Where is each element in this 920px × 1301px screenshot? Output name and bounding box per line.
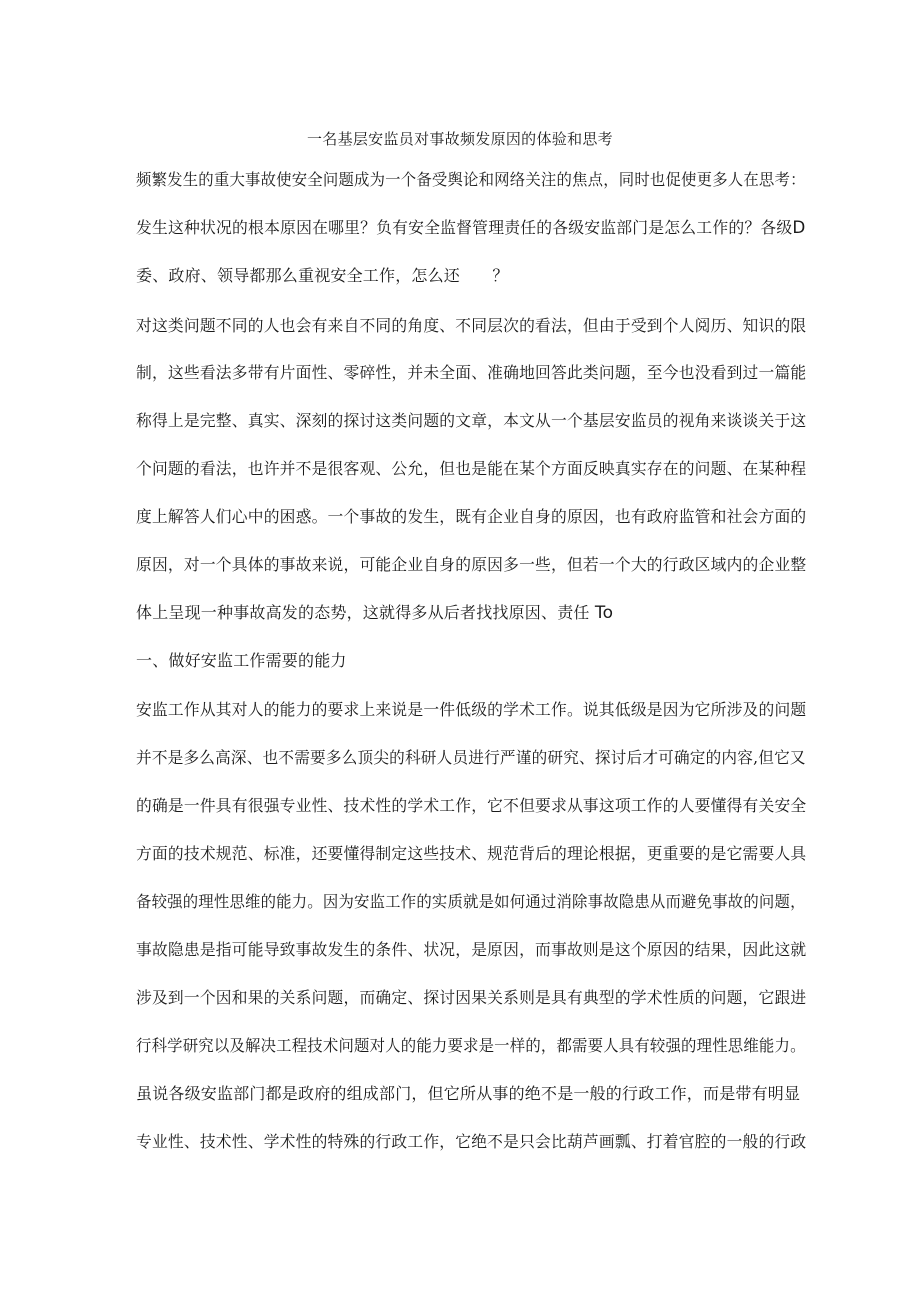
text-line: 度上解答人们心中的困惑。一个事故的发生，既有企业自身的原因，也有政府监管和社会方面的 [136,507,807,526]
stray-letters: To [594,603,614,623]
stray-letter: D [792,218,806,238]
text-line: 发生这种状况的根本原因在哪里？负有安全监督管理责任的各级安监部门是怎么工作的？各级D [136,218,806,238]
text-line: 虽说各级安监部门都是政府的组成部门，但它所从事的绝不是一般的行政工作，而是带有明显 [136,1084,801,1103]
text-line: 行科学研究以及解决工程技术问题对人的能力要求是一样的，都需要人具有较强的理性思维能力。 [136,1036,806,1055]
page-title: 一名基层安监员对事故频发原因的体验和思考 [306,130,613,148]
text-line: 并不是多么高深、也不需要多么顶尖的科研人员进行严谨的研究、探讨后才可确定的内容,但它又 [136,748,806,767]
text-line: 个问题的看法，也许并不是很客观、公允，但也是能在某个方面反映真实存在的问题、在某种程 [136,459,807,478]
text-line: 频繁发生的重大事故使安全问题成为一个备受舆论和网络关注的焦点，同时也促使更多人在思考： [136,170,806,189]
text-line: 委、政府、领导都那么重视安全工作，怎么还 ？ [136,266,509,285]
text-line: 的确是一件具有很强专业性、技术性的学术工作，它不但要求从事这项工作的人要懂得有关安全 [136,796,807,815]
text-line: 体上呈现一种事故高发的态势，这就得多从后者找找原因、责任 To [136,603,614,623]
text-line: 称得上是完整、真实、深刻的探讨这类问题的文章，本文从一个基层安监员的视角来谈谈关于这 [136,411,807,430]
text-line: 原因，对一个具体的事故来说，可能企业自身的原因多一些，但若一个大的行政区域内的企业整 [136,555,807,574]
section-heading: 一、做好安监工作需要的能力 [136,651,347,670]
text-line: 制，这些看法多带有片面性、零碎性，并未全面、准确地回答此类问题，至今也没看到过一篇能 [136,363,807,382]
text-line: 安监工作从其对人的能力的要求上来说是一件低级的学术工作。说其低级是因为它所涉及的问题 [136,700,807,719]
text-line: 对这类问题不同的人也会有来自不同的角度、不同层次的看法，但由于受到个人阅历、知识的限 [136,316,807,335]
text-line: 专业性、技术性、学术性的特殊的行政工作，它绝不是只会比葫芦画瓢、打着官腔的一般的行政 [136,1132,807,1151]
text-line: 事故隐患是指可能导致事故发生的条件、状况，是原因，而事故则是这个原因的结果，因此这就 [136,940,807,959]
text-line: 涉及到一个因和果的关系问题，而确定、探讨因果关系则是具有典型的学术性质的问题，它跟进 [136,988,807,1007]
text-line: 备较强的理性思维的能力。因为安监工作的实质就是如何通过消除事故隐患从而避免事故的问题， [136,892,806,911]
text-line: 方面的技术规范、标准，还要懂得制定这些技术、规范背后的理论根据，更重要的是它需要人具 [136,844,807,863]
